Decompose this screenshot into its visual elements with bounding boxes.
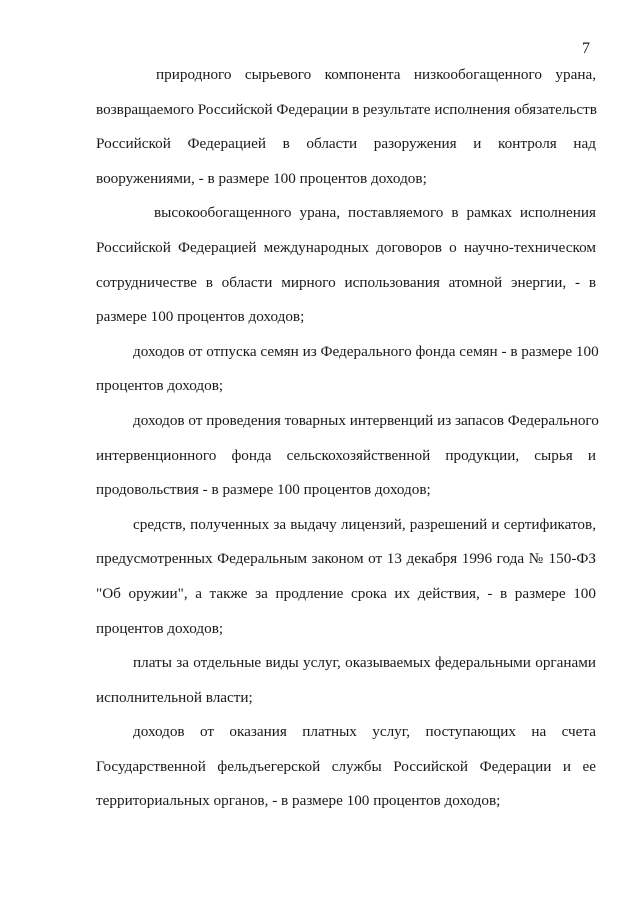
paragraph-line: доходов от проведения товарных интервенций из запасов Федерального: [133, 411, 599, 429]
paragraph-line: вооружениями, - в размере 100 процентов доходов;: [96, 169, 427, 187]
paragraph-line: сотрудничестве в области мирного использования атомной энергии, - в: [96, 273, 596, 291]
paragraph-line: средств, полученных за выдачу лицензий, разрешений и сертификатов,: [133, 515, 596, 533]
paragraph-line: размере 100 процентов доходов;: [96, 308, 305, 326]
paragraph: [96, 196, 596, 334]
page-number: 7: [582, 40, 590, 57]
paragraph-line: процентов доходов;: [96, 619, 224, 637]
document-body: [96, 58, 599, 819]
paragraph-line: высокообогащенного урана, поставляемого в рамках исполнения: [154, 204, 596, 222]
paragraph-line: Российской Федерацией в области разоружения и контроля над: [96, 135, 596, 153]
paragraph: [96, 715, 596, 819]
paragraph-line: территориальных органов, - в размере 100 процентов доходов;: [96, 792, 501, 810]
paragraph-line: возвращаемого Российской Федерации в результате исполнения обязательств: [96, 100, 597, 118]
paragraph: [96, 335, 599, 404]
paragraph: [96, 646, 596, 715]
paragraph-line: продовольствия - в размере 100 процентов доходов;: [96, 481, 431, 499]
paragraph-line: доходов от оказания платных услуг, поступающих на счета: [133, 723, 596, 741]
paragraph: [96, 58, 596, 196]
paragraph-line: процентов доходов;: [96, 377, 224, 395]
paragraph-line: Российской Федерацией международных договоров о научно-техническом: [96, 238, 596, 256]
paragraph-line: интервенционного фонда сельскохозяйственной продукции, сырья и: [96, 446, 596, 464]
paragraph-line: исполнительной власти;: [96, 688, 253, 706]
paragraph-line: предусмотренных Федеральным законом от 13 декабря 1996 года № 150-ФЗ: [96, 550, 596, 568]
paragraph-line: Государственной фельдъегерской службы Российской Федерации и ее: [96, 757, 596, 775]
paragraph-line: "Об оружии", а также за продление срока их действия, - в размере 100: [96, 584, 596, 602]
paragraph: [96, 404, 599, 508]
paragraph: [96, 508, 596, 646]
paragraph-line: доходов от отпуска семян из Федерального фонда семян - в размере 100: [133, 342, 599, 360]
paragraph-line: платы за отдельные виды услуг, оказываемых федеральными органами: [133, 654, 596, 672]
paragraph-line: природного сырьевого компонента низкообогащенного урана,: [156, 66, 596, 83]
